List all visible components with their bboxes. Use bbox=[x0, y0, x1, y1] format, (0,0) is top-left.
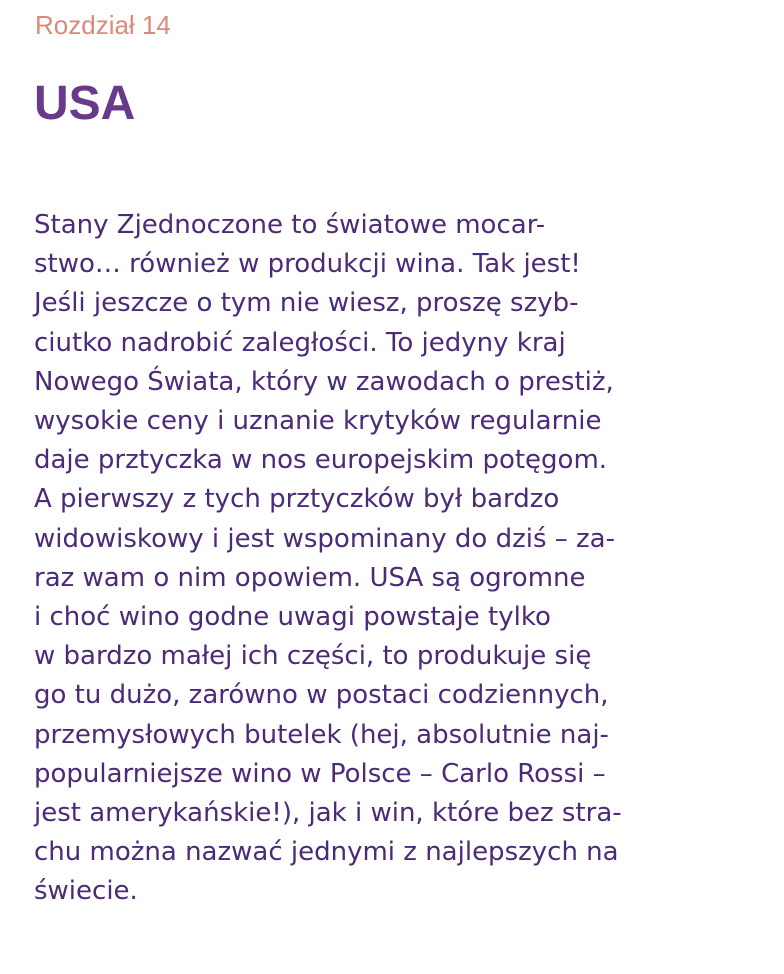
paragraph-line: Jeśli jeszcze o tym nie wiesz, proszę szyb- bbox=[34, 288, 579, 319]
paragraph-line: przemysłowych butelek (hej, absolutnie naj- bbox=[34, 719, 609, 750]
paragraph-line: świecie. bbox=[34, 876, 138, 907]
paragraph-line: Nowego Świata, który w zawodach o prestiż, bbox=[34, 366, 614, 397]
paragraph-line: widowiskowy i jest wspominany do dziś – za- bbox=[34, 523, 616, 554]
paragraph-line: A pierwszy z tych prztyczków był bardzo bbox=[34, 484, 560, 515]
paragraph-line: i choć wino godne uwagi powstaje tylko bbox=[34, 602, 551, 633]
chapter-label: Rozdział 14 bbox=[35, 10, 171, 40]
paragraph-line: ciutko nadrobić zaległości. To jedyny kraj bbox=[34, 327, 566, 358]
paragraph-line: raz wam o nim opowiem. USA są ogromne bbox=[34, 562, 586, 593]
paragraph-line: chu można nazwać jednymi z najlepszych na bbox=[34, 837, 619, 868]
paragraph-line: daje prztyczka w nos europejskim potęgom. bbox=[34, 445, 608, 476]
body-paragraph bbox=[34, 206, 674, 912]
paragraph-line: jest amerykańskie!), jak i win, które bez stra- bbox=[34, 798, 622, 829]
chapter-title: USA bbox=[34, 77, 136, 130]
paragraph-line: Stany Zjednoczone to światowe mocar- bbox=[34, 210, 546, 240]
paragraph-line: wysokie ceny i uznanie krytyków regularnie bbox=[34, 406, 602, 437]
paragraph-line: w bardzo małej ich części, to produkuje się bbox=[34, 641, 592, 672]
paragraph-line: stwo… również w produkcji wina. Tak jest! bbox=[34, 249, 581, 280]
paragraph-line: popularniejsze wino w Polsce – Carlo Rossi – bbox=[34, 758, 606, 789]
paragraph-line: go tu dużo, zarówno w postaci codziennych, bbox=[34, 680, 609, 711]
